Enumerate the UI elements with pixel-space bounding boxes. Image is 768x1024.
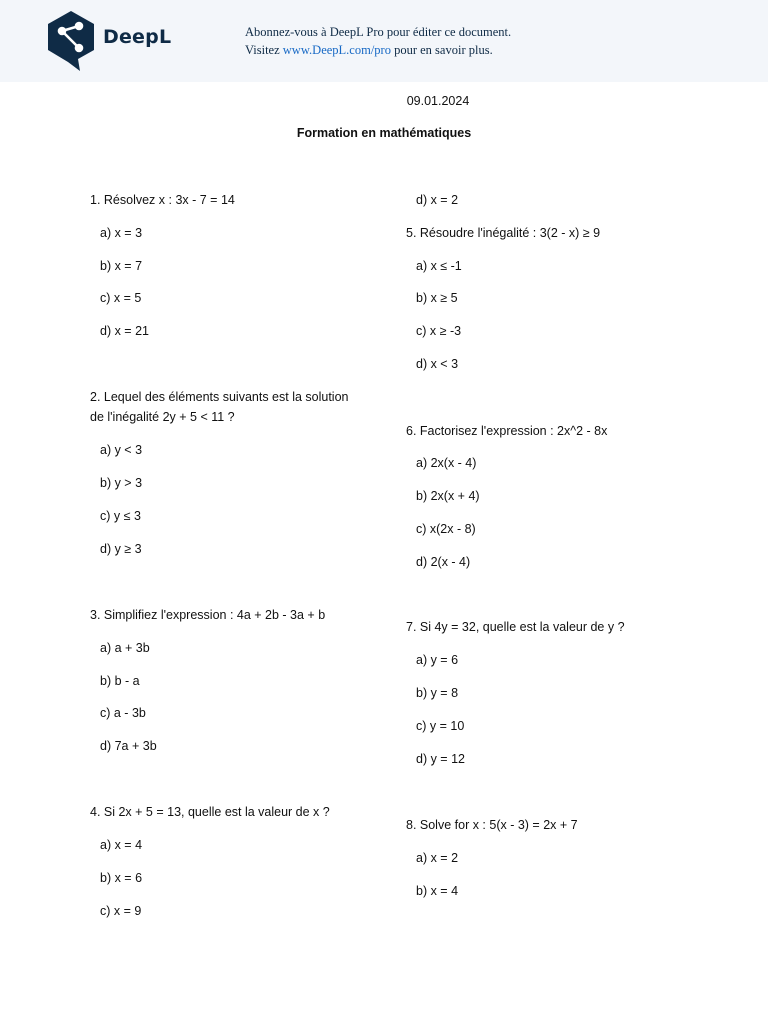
q7-option-a: a) y = 6 [416,653,459,667]
q7-option-b: b) y = 8 [416,686,459,700]
question-2-line-2: de l'inégalité 2y + 5 < 11 ? [90,410,235,424]
deepl-logo-icon [46,10,96,72]
q5-option-c: c) x ≥ -3 [416,324,462,338]
deepl-logo[interactable] [46,10,176,72]
q2-option-b: b) y > 3 [100,476,143,490]
deepl-banner [0,0,768,82]
question-5: 5. Résoudre l'inégalité : 3(2 - x) ≥ 9 [406,226,601,240]
q3-option-a: a) a + 3b [100,641,150,655]
banner-message [245,23,511,59]
q5-option-b: b) x ≥ 5 [416,291,458,305]
q4-option-c: c) x = 9 [100,904,142,918]
q6-option-b: b) 2x(x + 4) [416,489,480,503]
q1-option-c: c) x = 5 [100,291,142,305]
question-2-line-1: 2. Lequel des éléments suivants est la solution [90,390,349,404]
q8-option-b: b) x = 4 [416,884,459,898]
q7-option-d: d) y = 12 [416,752,465,766]
question-7: 7. Si 4y = 32, quelle est la valeur de y ? [406,620,625,634]
banner-line-2 [245,41,511,59]
q2-option-d: d) y ≥ 3 [100,542,142,556]
document-date: 09.01.2024 [406,94,470,108]
banner-line-2-prefix: Visitez [245,43,283,57]
q3-option-b: b) b - a [100,674,140,688]
q4-option-b: b) x = 6 [100,871,143,885]
q2-option-a: a) y < 3 [100,443,143,457]
q7-option-c: c) y = 10 [416,719,465,733]
q3-option-d: d) 7a + 3b [100,739,157,753]
document-title: Formation en mathématiques [296,126,472,140]
q1-option-a: a) x = 3 [100,226,143,240]
q1-option-d: d) x = 21 [100,324,149,338]
question-3: 3. Simplifiez l'expression : 4a + 2b - 3a + b [90,608,326,622]
q1-option-b: b) x = 7 [100,259,143,273]
q6-option-a: a) 2x(x - 4) [416,456,477,470]
q8-option-a: a) x = 2 [416,851,459,865]
q5-option-a: a) x ≤ -1 [416,259,462,273]
q2-option-c: c) y ≤ 3 [100,509,141,523]
deepl-pro-link[interactable]: www.DeepL.com/pro [282,43,391,57]
q4-option-d: d) x = 2 [416,193,459,207]
q3-option-c: c) a - 3b [100,706,146,720]
question-1: 1. Résolvez x : 3x - 7 = 14 [90,193,235,207]
question-6: 6. Factorisez l'expression : 2x^2 - 8x [406,424,608,438]
q6-option-d: d) 2(x - 4) [416,555,471,569]
deepl-logo-text: DeepL [103,26,172,48]
banner-line-2-suffix: pour en savoir plus. [390,43,493,57]
q6-option-c: c) x(2x - 8) [416,522,476,536]
question-8: 8. Solve for x : 5(x - 3) = 2x + 7 [406,818,578,832]
banner-line-1: Abonnez-vous à DeepL Pro pour éditer ce document. [245,25,512,39]
q5-option-d: d) x < 3 [416,357,459,371]
q4-option-a: a) x = 4 [100,838,143,852]
question-4: 4. Si 2x + 5 = 13, quelle est la valeur de x ? [90,805,330,819]
